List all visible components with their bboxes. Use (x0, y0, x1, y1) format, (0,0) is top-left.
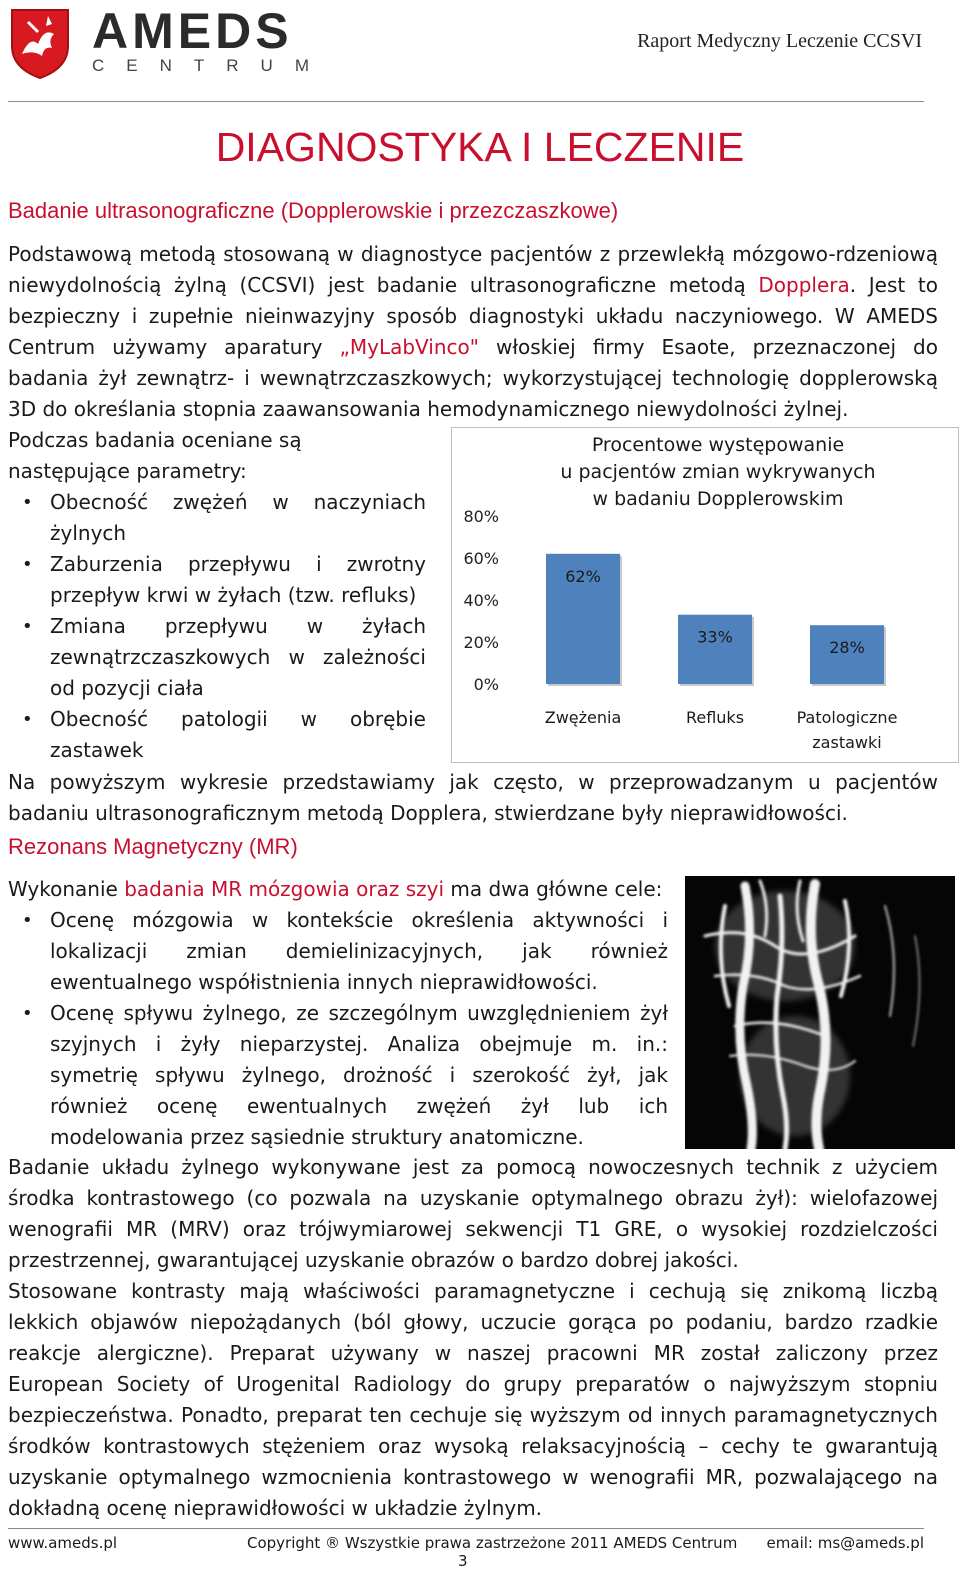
y-tick-label: 60% (463, 549, 499, 568)
page-header (0, 0, 960, 100)
footer-website-link[interactable]: www.ameds.pl (8, 1534, 118, 1552)
header-divider (8, 101, 924, 102)
chart-title-line: Procentowe występowanie (591, 434, 845, 456)
list-item: • Obecność zwężeń w naczyniach żylnych (8, 487, 426, 549)
page-title: DIAGNOSTYKA I LECZENIE (215, 124, 745, 170)
list-item: • Zaburzenia przepływu i zwrotny przepływ krwi w żyłach (tzw. refluks) (8, 549, 426, 611)
doppler-link[interactable]: Dopplera (758, 273, 850, 297)
footer-divider (8, 1528, 924, 1529)
bar-value-label: 33% (697, 627, 733, 647)
bar-value-label: 28% (829, 638, 865, 658)
mr-venography-drawing (685, 876, 955, 1149)
mylabvinco-link[interactable]: „MyLabVinco" (339, 335, 479, 359)
list-item: • Ocenę spływu żylnego, ze szczególnym uwzględnieniem żył szyjnych i żyły nieparzystej. Analiza obejmuje m. in.: symetrię spływu żylnego, drożność i szerokość żył, jak również ocenę ewentualnych zwężeń żył lub ich modelowania przez sąsiednie struktury anatomiczne. (8, 998, 668, 1153)
x-category-label: zastawki (812, 733, 882, 752)
x-category-label: Zwężenia (544, 708, 622, 727)
mr-intro: Wykonanie badania MR mózgowia oraz szyi ma dwa główne cele: (8, 877, 663, 901)
doppler-findings-chart (451, 427, 959, 763)
x-category-label: Refluks (685, 708, 745, 727)
mr-technique-paragraph: Badanie układu żylnego wykonywane jest za pomocą nowoczesnych technik z użyciem środka kontrastowego (co pozwala na uzyskanie optymalnego obrazu żył): wielofazowej wenografii MR (MRV) oraz trójwymiarowej sekwencji T1 GRE, o wysokiej rozdzielczości przestrzennej, gwarantującej uzyskanie obrazów o bardzo dobrej jakości. (8, 1155, 938, 1272)
mr-exam-link[interactable]: badania MR mózgowia oraz szyi (124, 877, 445, 901)
y-tick-label: 80% (463, 507, 499, 526)
contrast-paragraph: Stosowane kontrasty mają właściwości paramagnetyczne i cechują się znikomą liczbą lekkich objawów niepożądanych (ból głowy, uczucie gorąca po podaniu, bardzo rzadkie reakcje alergiczne). Preparat używany w naszej pracowni MR został zaliczony przez European Society of Urogenital Radiology do grupy preparatów o najwyższym stopniu bezpieczeństwa. Ponadto, preparat ten cechuje się wyższym od innych paramagnetycznych środków kontrastowych stężeniem oraz wysoką relaksacyjnością – cechy te gwarantują uzyskanie optymalnego wzmocnienia kontrastowego w wenografii MR, pozwalającego na dokładną ocenę nieprawidłowości w układzie żylnym. (8, 1279, 938, 1520)
chart-caption: Na powyższym wykresie przedstawiamy jak często, w przeprowadzanym u pacjentów badaniu ultrasonograficznym metodą Dopplera, stwierdzane były nieprawidłowości. (8, 770, 938, 825)
parameters-intro: Podczas badania oceniane są następujące parametry: (8, 428, 302, 483)
ultrasound-intro-paragraph: Podstawową metodą stosowaną w diagnostyce pacjentów z przewlekłą mózgowo-rdzeniową niewydolnością żylną (CCSVI) jest badanie ultrasonograficzne metodą Dopplera. Jest to bezpieczny i zupełnie nieinwazyjny sposób diagnostyki układu naczyniowego. W AMEDS Centrum używamy aparatury „MyLabVinco" włoskiej firmy Esaote, przeznaczonej do badania żył zewnątrz- i wewnątrzczaszkowych; wykorzystującej technologię dopplerowską 3D do określania stopnia zaawansowania hemodynamicznego niewydolności żylnej. (8, 242, 938, 421)
list-item: • Zmiana przepływu w żyłach zewnątrzczaszkowych w zależności od pozycji ciała (8, 611, 426, 704)
chart-title-line: w badaniu Dopplerowskim (592, 488, 844, 510)
list-item: • Obecność patologii w obrębie zastawek (8, 704, 426, 766)
logo-wordmark: AMEDS (92, 3, 293, 59)
page-footer (0, 1530, 960, 1571)
bar-value-label: 62% (565, 566, 601, 586)
y-tick-label: 40% (463, 591, 499, 610)
footer-email-link[interactable]: email: ms@ameds.pl (766, 1534, 924, 1552)
logo-subtitle: CENTRUM (92, 56, 331, 75)
y-tick-label: 20% (463, 633, 499, 652)
bar (678, 615, 752, 684)
footer-copyright: Copyright ® Wszystkie prawa zastrzeżone 2011 AMEDS Centrum (247, 1534, 738, 1552)
report-title: Raport Medyczny Leczenie CCSVI (637, 30, 922, 52)
ameds-shield-logo-icon (8, 6, 72, 80)
x-category-label: Patologiczne (796, 708, 898, 727)
list-item: • Ocenę mózgowia w kontekście określenia aktywności i lokalizacji zmian demielinizacyjnych, jak również ewentualnego współistnienia innych nieprawidłowości. (8, 905, 668, 998)
chart-plot-area (452, 428, 958, 762)
page-number: 3 (458, 1552, 468, 1570)
mr-venography-image (685, 876, 955, 1149)
chart-title-line: u pacjentów zmian wykrywanych (560, 461, 876, 483)
section-heading-ultrasound: Badanie ultrasonograficzne (Dopplerowskie i przezczaszkowe) (8, 198, 619, 223)
mr-goals-list (8, 905, 668, 1153)
parameters-list (8, 487, 426, 766)
section-heading-mr: Rezonans Magnetyczny (MR) (8, 834, 298, 859)
y-tick-label: 0% (473, 675, 499, 694)
